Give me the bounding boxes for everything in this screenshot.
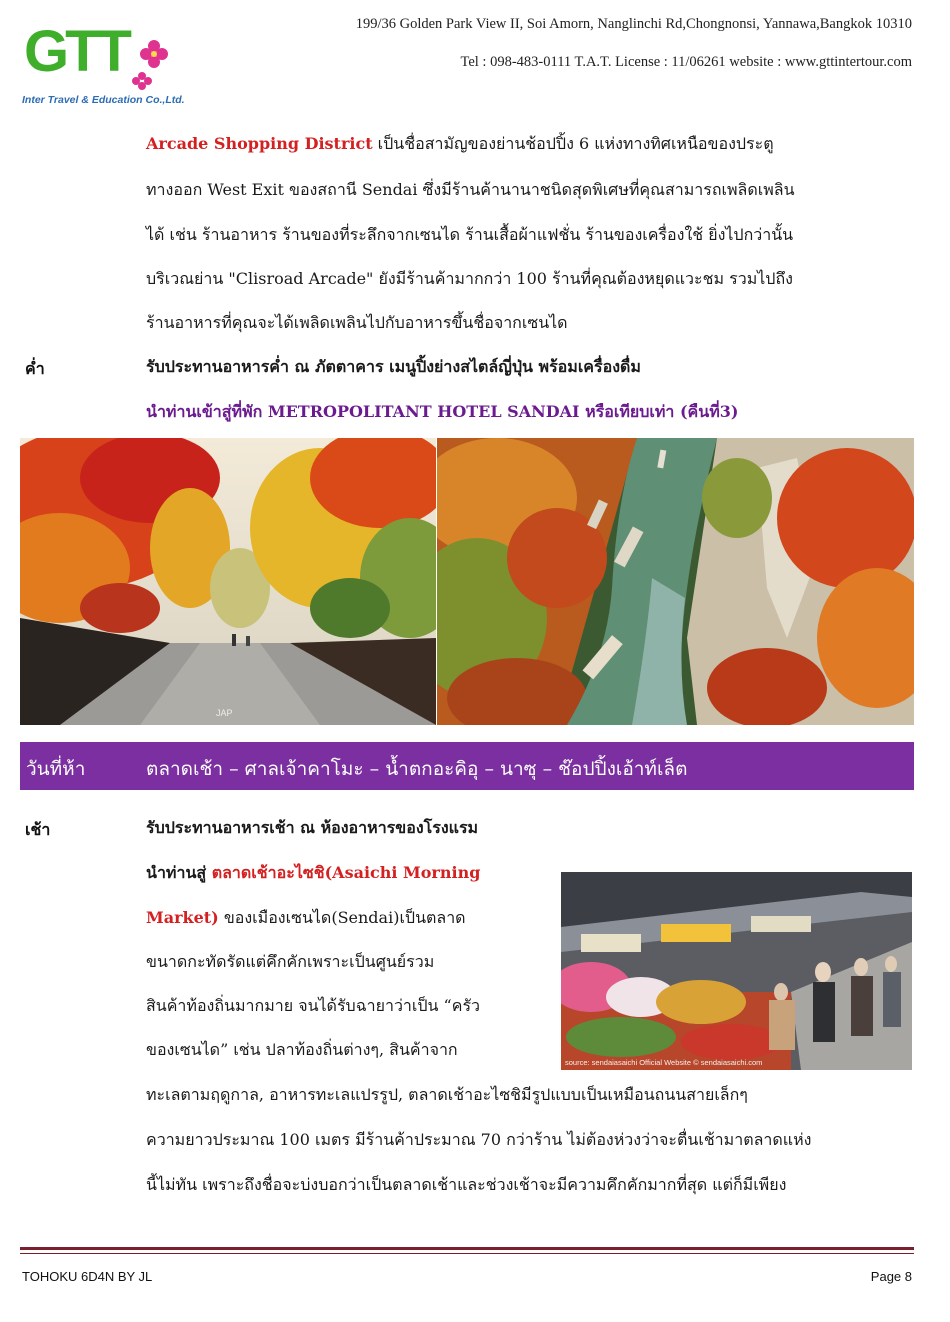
day-label: วันที่ห้า (26, 758, 86, 780)
dinner-text: รับประทานอาหารค่ำ ณ ภัตตาคาร เมนูปิ้งย่างสไตล์ญี่ปุ่น พร้อมเครื่องดื่ม (146, 357, 641, 376)
market-line-5: ของเซนได” เช่น ปลาท้องถิ่นต่างๆ, สินค้าจาก (146, 1040, 458, 1059)
market-line-8: นี้ไม่ทัน เพราะถึงชื่อจะบ่งบอกว่าเป็นตลาดเช้าและช่วงเช้าจะมีความคึกคักมากที่สุด แต่ก็มีเพียง (146, 1175, 787, 1194)
dinner-label: ค่ำ (25, 359, 45, 378)
day-itinerary: ตลาดเช้า – ศาลเจ้าคาโมะ – น้ำตกอะคิอุ – นาซุ – ช๊อปปิ้งเอ้าท์เล็ต (146, 758, 688, 780)
market-line-1 (146, 863, 480, 883)
breakfast-text: รับประทานอาหารเช้า ณ ห้องอาหารของโรงแรม (146, 818, 479, 837)
footer-rule-thin (20, 1253, 914, 1254)
market-line-3: ขนาดกะทัดรัดแต่คึกคักเพราะเป็นศูนย์รวม (146, 952, 435, 971)
market-line-2 (146, 908, 466, 928)
footer-rule-thick (20, 1247, 914, 1250)
market-photo-source: source: sendaiasaichi Official Website © sendaiasaichi.com (565, 1058, 763, 1067)
hotel-text: นำท่านเข้าสู่ที่พัก METROPOLITANT HOTEL SANDAI หรือเทียบเท่า (คืนที่3) (146, 402, 739, 421)
autumn-street-photo (20, 438, 436, 725)
company-contact: Tel : 098-483-0111 T.A.T. License : 11/06261 website : www.gttintertour.com (460, 54, 912, 70)
morning-market-photo (561, 872, 912, 1070)
river-gorge-image (437, 438, 914, 725)
market-line-7: ความยาวประมาณ 100 เมตร มีร้านค้าประมาณ 70 กว่าร้าน ไม่ต้องห่วงว่าจะตื่นเช้ามาตลาดแห่ง (146, 1130, 812, 1149)
arcade-line-5: ร้านอาหารที่คุณจะได้เพลิดเพลินไปกับอาหารขึ้นชื่อจากเซนได (146, 313, 568, 332)
market-name-1: ตลาดเช้าอะไซชิ(Asaichi Morning (211, 863, 481, 882)
company-address: 199/36 Golden Park View II, Soi Amorn, Nanglinchi Rd,Chongnonsi, Yannawa,Bangkok 10310 (355, 16, 912, 32)
arcade-line-2: ทางออก West Exit ของสถานี Sendai ซึ่งมีร้านค้านานาชนิดสุดพิเศษที่คุณสามารถเพลิดเพลิน (146, 180, 795, 199)
morning-label: เช้า (25, 820, 51, 839)
market-name-2: Market) (146, 908, 219, 927)
footer-tour-code: TOHOKU 6D4N BY JL (22, 1269, 153, 1284)
arcade-line-1-text: เป็นชื่อสามัญของย่านช้อปปิ้ง 6 แห่งทางทิศเหนือของประตู (372, 134, 774, 153)
autumn-street-image (20, 438, 436, 725)
company-logo (22, 18, 185, 118)
logo-subtitle: Inter Travel & Education Co.,Ltd. (22, 94, 185, 106)
logo-text: GTT (24, 19, 128, 84)
market-line-2-text: ของเมืองเซนได(Sendai)เป็นตลาด (218, 908, 466, 927)
arcade-highlight: Arcade Shopping District (146, 134, 373, 153)
day-banner (20, 742, 914, 790)
photo-caption: JAP (216, 708, 233, 718)
footer-page-number: Page 8 (870, 1269, 912, 1284)
market-intro: นำท่านสู่ (146, 863, 212, 882)
arcade-line-1 (146, 134, 774, 154)
market-line-6: ทะเลตามฤดูกาล, อาหารทะเลแปรรูป, ตลาดเช้าอะไซชิมีรูปแบบเป็นเหมือนถนนสายเล็กๆ (146, 1085, 748, 1104)
arcade-line-3: ได้ เช่น ร้านอาหาร ร้านของที่ระลึกจากเซนได ร้านเสื้อผ้าแฟชั่น ร้านของเครื่องใช้ ยิ่งไปกว่านั้น (146, 225, 794, 244)
arcade-line-4: บริเวณย่าน "Clisroad Arcade" ยังมีร้านค้ามากกว่า 100 ร้านที่คุณต้องหยุดแวะชม รวมไปถึง (146, 269, 793, 288)
market-line-4: สินค้าท้องถิ่นมากมาย จนได้รับฉายาว่าเป็น “ครัว (146, 996, 481, 1015)
river-gorge-photo (437, 438, 914, 725)
morning-market-image (561, 872, 912, 1070)
